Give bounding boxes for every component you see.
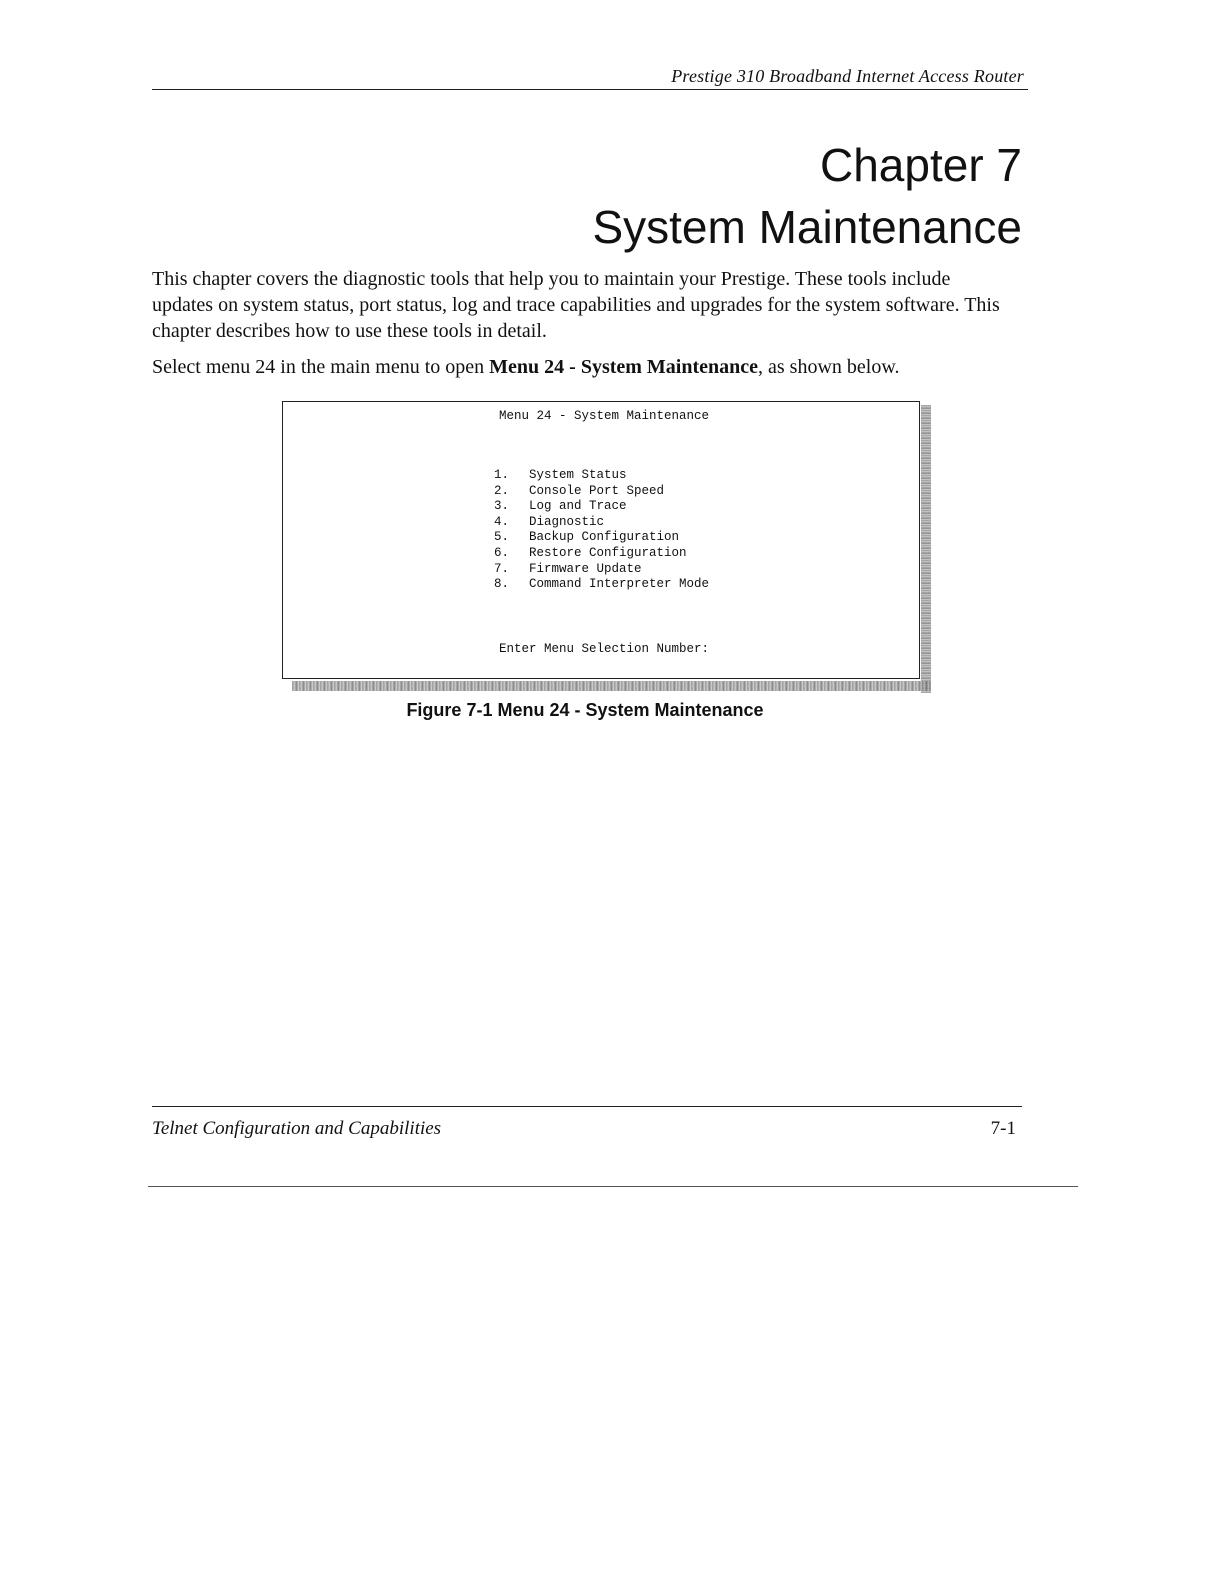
select-paragraph-bold: Menu 24 - System Maintenance <box>489 356 759 378</box>
menu-item-number: 6. <box>494 545 510 560</box>
terminal-screen-shadow-right <box>921 405 931 693</box>
menu-item-number: 1. <box>494 468 510 482</box>
menu-item-log-and-trace <box>494 499 709 515</box>
menu-item-system-status <box>494 468 709 484</box>
terminal-screen-title: Menu 24 - System Maintenance <box>499 409 710 423</box>
menu-item-label: Backup Configuration <box>529 530 680 545</box>
select-paragraph <box>152 354 1032 380</box>
menu-item-number: 2. <box>494 483 510 498</box>
terminal-menu-list <box>494 468 709 593</box>
page-number: 7-1 <box>990 1118 1016 1139</box>
select-paragraph-suffix: , as shown below. <box>758 356 900 378</box>
terminal-screen-shadow-bottom <box>292 681 931 691</box>
chapter-title: System Maintenance <box>592 201 1022 253</box>
chapter-number: Chapter 7 <box>819 139 1022 191</box>
menu-item-label: Command Interpreter Mode <box>529 577 710 592</box>
running-header-title: Prestige 310 Broadband Internet Access Router <box>671 66 1024 86</box>
menu-item-label: Restore Configuration <box>529 545 687 560</box>
intro-paragraph: This chapter covers the diagnostic tools that help you to maintain your Prestige. These tools include updates on system status, port status, log and trace capabilities and upgrades for the system software. This chapter describes how to use these tools in detail. <box>152 268 1000 342</box>
menu-selection-prompt: Enter Menu Selection Number: <box>499 642 710 656</box>
menu-item-label: Console Port Speed <box>529 483 665 498</box>
footer-section-title: Telnet Configuration and Capabilities <box>152 1118 442 1139</box>
menu-item-backup-configuration <box>494 530 709 546</box>
menu-item-restore-configuration <box>494 546 709 562</box>
menu-item-label: System Status <box>529 468 627 482</box>
menu-item-number: 3. <box>494 499 510 514</box>
footer-rule <box>152 1106 1022 1107</box>
menu-item-command-interpreter-mode <box>494 577 709 593</box>
menu-item-diagnostic <box>494 515 709 531</box>
menu-item-label: Diagnostic <box>529 514 605 529</box>
menu-item-label: Firmware Update <box>529 561 642 576</box>
header-rule <box>152 89 1028 90</box>
bottom-rule <box>148 1186 1078 1187</box>
select-paragraph-prefix: Select menu 24 in the main menu to open <box>152 356 490 378</box>
menu-item-label: Log and Trace <box>529 499 627 514</box>
menu-item-number: 8. <box>494 577 510 592</box>
menu-item-number: 7. <box>494 561 510 576</box>
menu-item-console-port-speed <box>494 484 709 500</box>
menu-item-number: 5. <box>494 530 510 545</box>
menu-item-firmware-update <box>494 562 709 578</box>
figure-caption: Figure 7-1 Menu 24 - System Maintenance <box>406 700 764 720</box>
menu-item-number: 4. <box>494 514 510 529</box>
